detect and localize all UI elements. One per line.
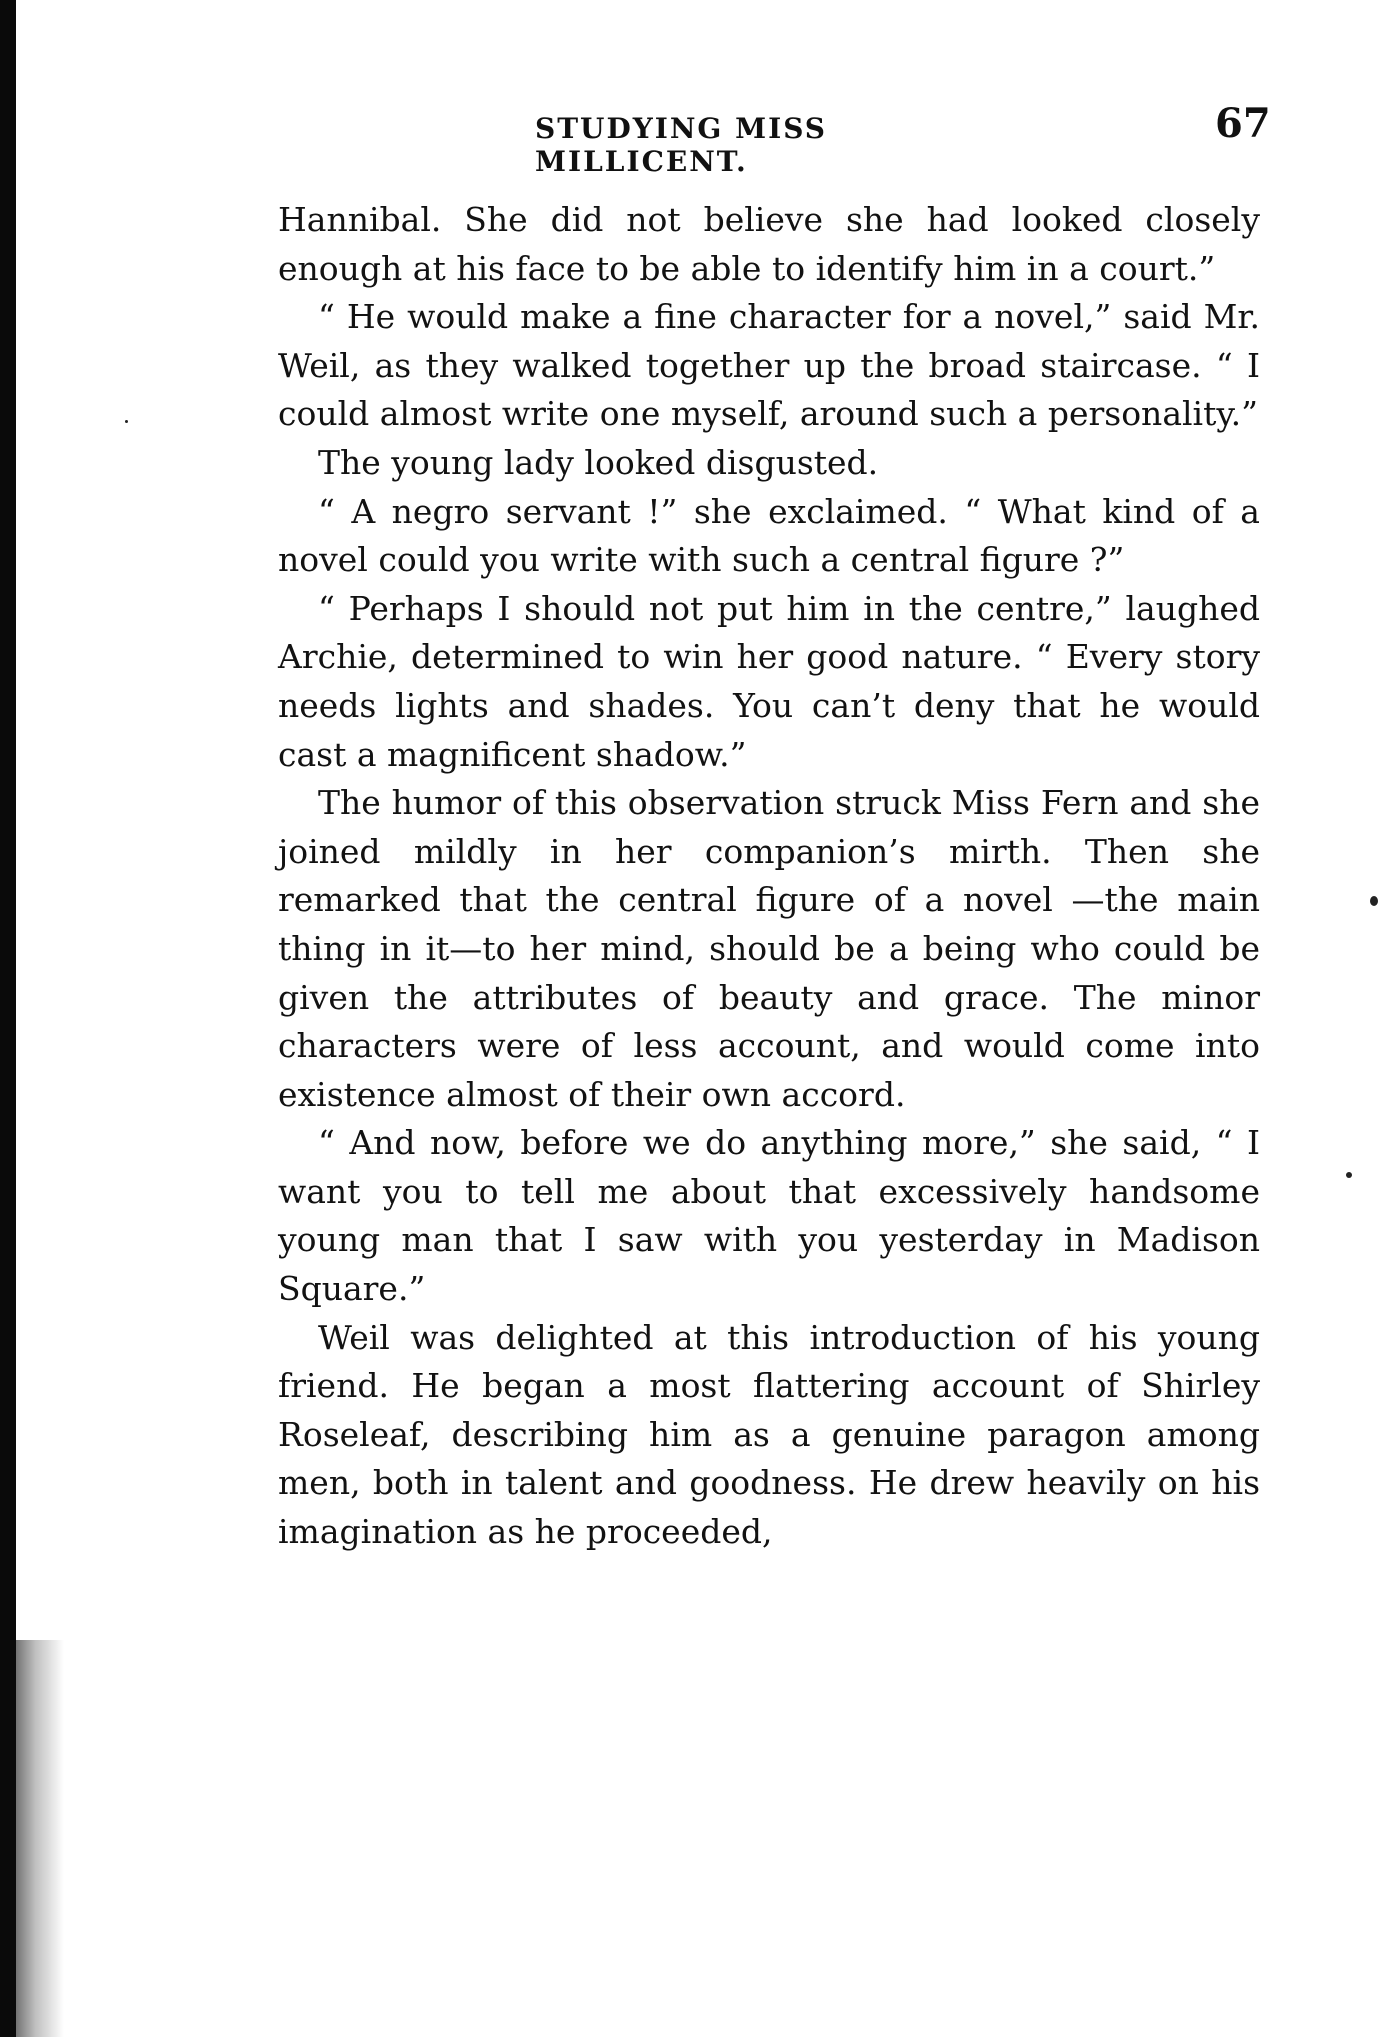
paragraph: “ A negro servant !” she exclaimed. “ What kind of a novel could you write with such a central figure ?”: [278, 491, 1260, 580]
margin-speck: [125, 420, 128, 423]
page-binding-edge: [0, 0, 16, 2037]
paragraph: The humor of this observation struck Miss Fern and she joined mildly in her companion’s mirth. Then she remarked that the central figure of a novel —the main thing in it—to her mind, should be a being who could be given the attributes of beauty and grace. The minor characters were of less account, and would come into existence almost of their own accord.: [278, 783, 1260, 1114]
paragraph: The young lady looked disgusted.: [318, 442, 879, 482]
page-body: [278, 196, 1260, 1557]
margin-speck: [1370, 896, 1378, 906]
margin-speck: [1346, 1172, 1352, 1178]
running-header: STUDYING MISS MILLICENT.: [535, 112, 828, 178]
paragraph: Weil was delighted at this introduction of his young friend. He began a most flattering account of Shirley Roseleaf, describing him as a genuine paragon among men, both in talent and goodness. He drew heavily on his imagination as he proceeded,: [278, 1317, 1260, 1552]
paragraph: Hannibal. She did not believe she had looked closely enough at his face to be able to identify him in a court.”: [278, 200, 1260, 288]
page-number: 67: [1215, 100, 1271, 147]
paragraph: “ He would make a fine character for a novel,” said Mr. Weil, as they walked together up the broad staircase. “ I could almost write one myself, around such a personality.”: [278, 297, 1260, 434]
paragraph: “ Perhaps I should not put him in the centre,” laughed Archie, determined to win her good nature. “ Every story needs lights and shades. You can’t deny that he would cast a magnificent shadow.”: [278, 588, 1260, 774]
paragraph: “ And now, before we do anything more,” she said, “ I want you to tell me about that excessively handsome young man that I saw with you yesterday in Madison Square.”: [278, 1123, 1260, 1309]
page-binding-shadow: [16, 1640, 64, 2037]
